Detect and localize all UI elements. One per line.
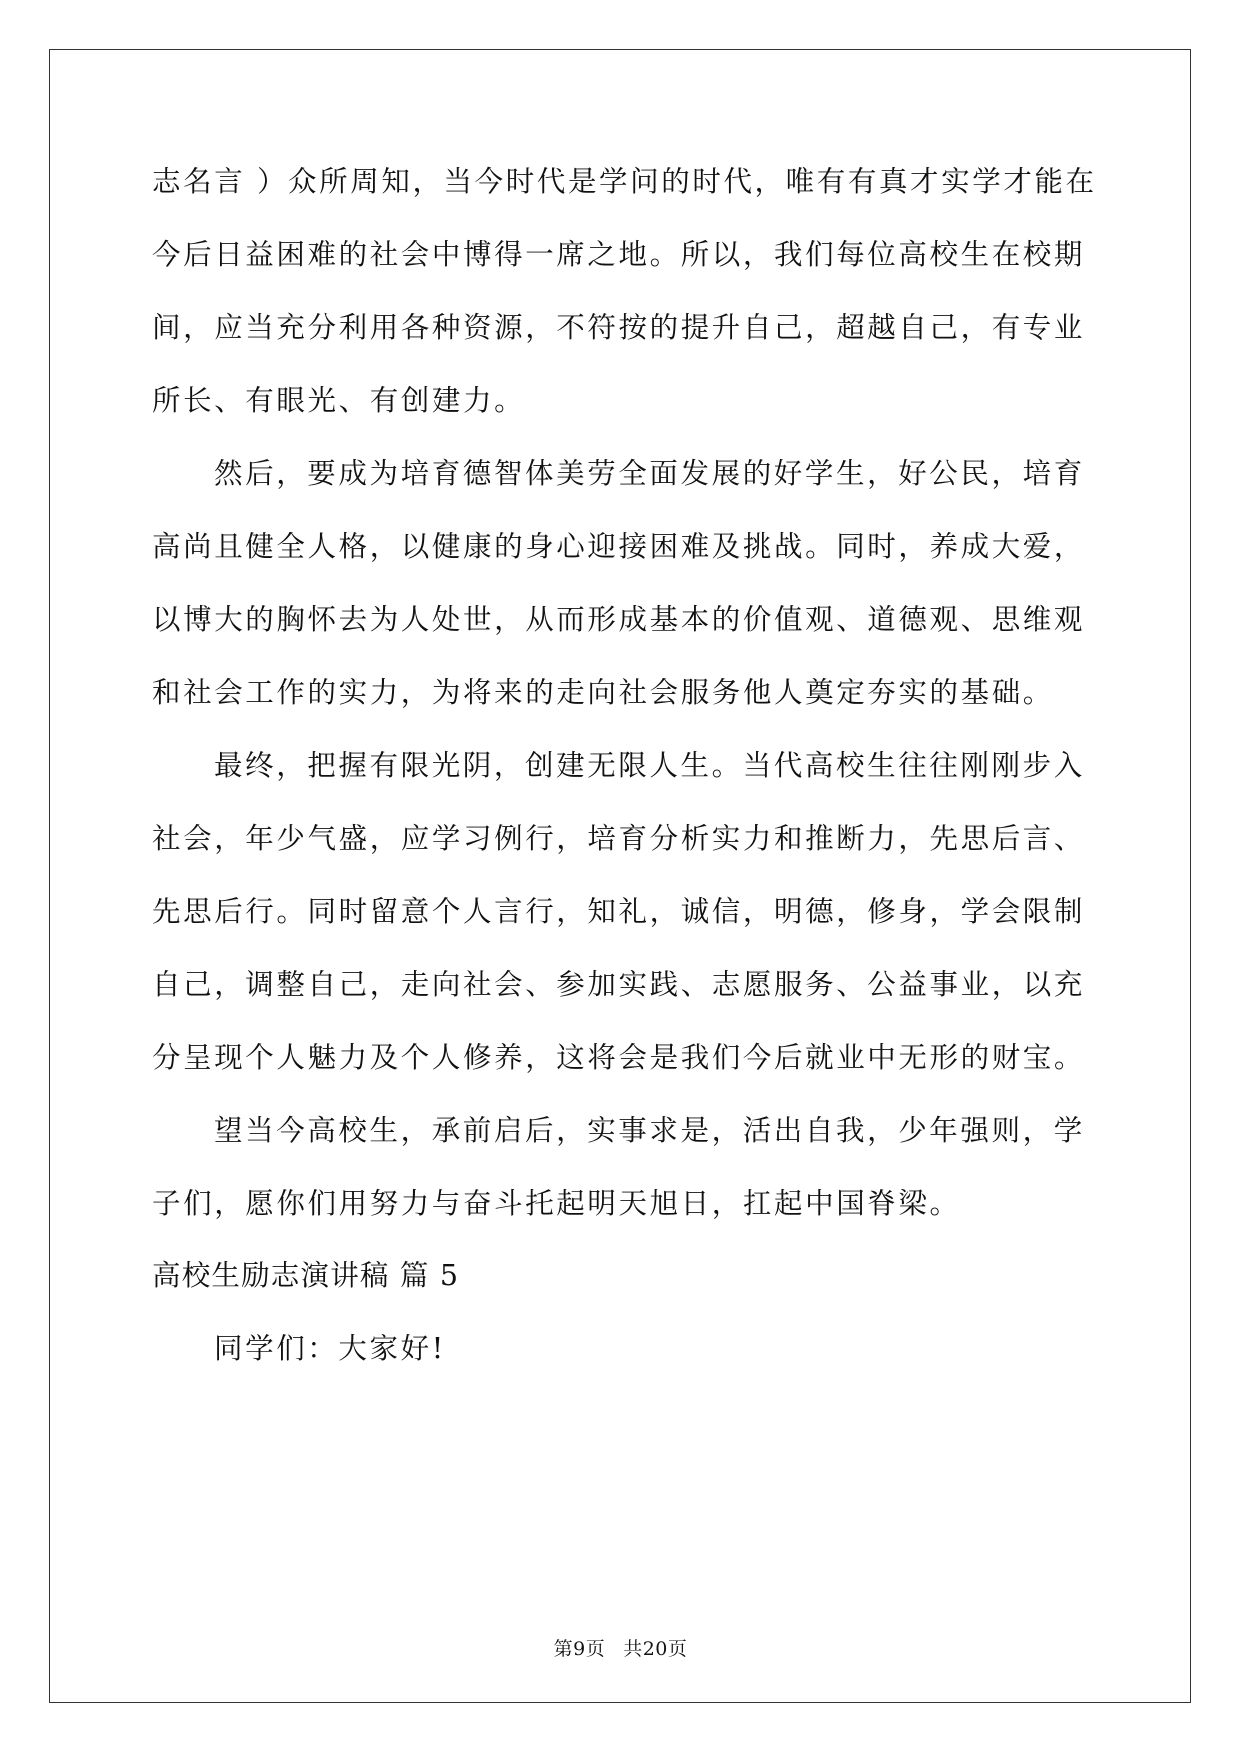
page-label-suffix: 页	[585, 1638, 606, 1660]
paragraph-line: 望当今高校生，承前启后，实事求是，活出自我，少年强则，学	[214, 1114, 1085, 1147]
paragraph-line: 以博大的胸怀去为人处世，从而形成基本的价值观、道德观、思维观	[152, 603, 1086, 636]
page-number: 9	[573, 1638, 586, 1660]
paragraph-line: 分呈现个人魅力及个人修养，这将会是我们今后就业中无形的财宝。	[152, 1041, 1086, 1074]
page-frame	[49, 49, 1191, 1703]
paragraph-line: 先思后行。同时留意个人言行，知礼，诚信，明德，修身，学会限制	[152, 895, 1086, 928]
paragraph-line: 所长、有眼光、有创建力。	[152, 384, 526, 417]
paragraph-line: 子们，愿你们用努力与奋斗托起明天旭日，扛起中国脊梁。	[152, 1187, 961, 1220]
total-pages: 20	[642, 1638, 668, 1660]
paragraph-line: 志名言 ）众所周知，当今时代是学问的时代，唯有有真才实学才能在	[152, 165, 1097, 198]
paragraph-line: 最终，把握有限光阴，创建无限人生。当代高校生往往刚刚步入	[214, 749, 1085, 782]
paragraph-line: 社会，年少气盛，应学习例行，培育分析实力和推断力，先思后言、	[152, 822, 1086, 855]
total-label-prefix: 共	[623, 1638, 643, 1660]
section-heading: 高校生励志演讲稿 篇 5	[152, 1259, 460, 1292]
paragraph-line: 然后，要成为培育德智体美劳全面发展的好学生，好公民，培育	[214, 457, 1085, 490]
paragraph-line: 和社会工作的实力，为将来的走向社会服务他人奠定夯实的基础。	[152, 676, 1054, 709]
greeting-line: 同学们：大家好!	[214, 1332, 446, 1365]
paragraph-line: 自己，调整自己，走向社会、参加实践、志愿服务、公益事业，以充	[152, 968, 1086, 1001]
page-label-prefix: 第	[553, 1638, 574, 1660]
page-footer	[0, 1637, 1241, 1661]
total-label-suffix: 页	[667, 1638, 688, 1660]
paragraph-line: 间，应当充分利用各种资源，不符按的提升自己，超越自己，有专业	[152, 311, 1086, 344]
paragraph-line: 高尚且健全人格，以健康的身心迎接困难及挑战。同时，养成大爱，	[152, 530, 1086, 563]
paragraph-line: 今后日益困难的社会中博得一席之地。所以，我们每位高校生在校期	[152, 238, 1086, 271]
